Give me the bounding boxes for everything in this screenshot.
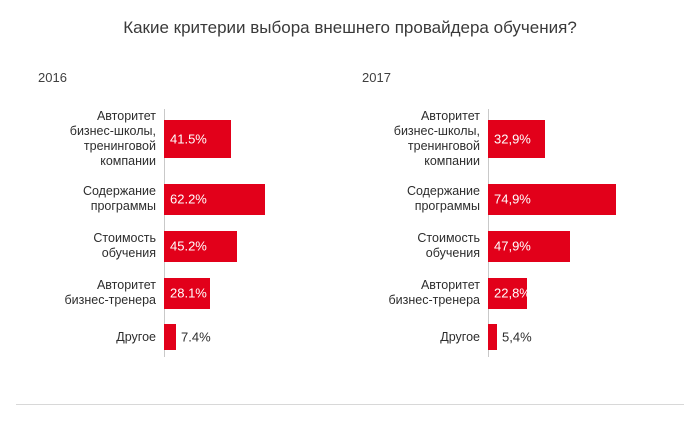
category-label-line: бизнес-школы, <box>69 124 156 138</box>
chart-panel-2016 <box>16 70 265 364</box>
category-label-line: программы <box>414 199 480 213</box>
bar-container <box>164 231 237 262</box>
table-row <box>16 109 265 169</box>
category-label <box>340 231 488 261</box>
table-row <box>340 276 616 310</box>
panel-year-label-2016: 2016 <box>38 70 67 85</box>
bar-value-label: 62.2% <box>170 191 207 207</box>
bar-container <box>164 324 211 350</box>
category-label-line: Авторитет <box>96 109 156 123</box>
bar-value-label: 28.1% <box>170 285 207 301</box>
bar-value-label: 7.4% <box>181 329 211 345</box>
category-label <box>340 109 488 169</box>
bar-container <box>488 231 570 262</box>
category-label-line: тренинговой <box>407 139 480 153</box>
bar-container <box>488 278 531 309</box>
table-row <box>340 182 616 216</box>
category-label <box>16 278 164 308</box>
category-label <box>340 330 488 345</box>
table-row <box>340 109 616 169</box>
bar[interactable] <box>488 324 497 350</box>
category-label <box>16 184 164 214</box>
category-label-line: бизнес-школы, <box>393 124 480 138</box>
table-row <box>16 182 265 216</box>
bar-value-label: 41.5% <box>170 131 207 147</box>
bar-value-label: 32,9% <box>494 131 531 147</box>
chart-panel-2017 <box>340 70 616 364</box>
category-label-line: Стоимость <box>93 231 156 245</box>
bar-container <box>488 324 532 350</box>
category-label-line: Содержание <box>406 184 480 198</box>
table-row <box>340 323 616 351</box>
bar-container <box>164 120 231 158</box>
category-label-line: компании <box>424 154 480 168</box>
category-label <box>340 184 488 214</box>
table-row <box>340 229 616 263</box>
bar-container <box>164 184 265 215</box>
table-row <box>16 323 265 351</box>
bar-value-label: 74,9% <box>494 191 531 207</box>
bar-value-label: 47,9% <box>494 238 531 254</box>
bar-container <box>164 278 210 309</box>
category-label <box>340 278 488 308</box>
panel-year-label-2017: 2017 <box>362 70 391 85</box>
category-label-line: компании <box>100 154 156 168</box>
category-label-line: Другое <box>116 329 156 344</box>
category-label-line: бизнес-тренера <box>388 293 480 307</box>
category-label-line: Стоимость <box>417 231 480 245</box>
bar-rows-2016 <box>16 109 265 351</box>
category-label-line: обучения <box>425 246 480 260</box>
category-label <box>16 231 164 261</box>
category-label-line: обучения <box>101 246 156 260</box>
category-label-line: программы <box>90 199 156 213</box>
category-label-line: Авторитет <box>96 278 156 292</box>
table-row <box>16 229 265 263</box>
bar-rows-2017 <box>340 109 616 351</box>
bar-value-label: 22,8% <box>494 285 531 301</box>
page-title: Какие критерии выбора внешнего провайдера обучения? <box>123 18 577 37</box>
category-label <box>16 330 164 345</box>
bar-value-label: 45.2% <box>170 238 207 254</box>
category-label <box>16 109 164 169</box>
category-label-line: тренинговой <box>83 139 156 153</box>
category-label-line: Содержание <box>82 184 156 198</box>
category-label-line: Другое <box>440 329 480 344</box>
bar-value-label: 5,4% <box>502 329 532 345</box>
bar-container <box>488 184 616 215</box>
category-label-line: бизнес-тренера <box>64 293 156 307</box>
bar[interactable] <box>164 324 176 350</box>
category-label-line: Авторитет <box>420 278 480 292</box>
table-row <box>16 276 265 310</box>
bar-container <box>488 120 545 158</box>
bottom-divider <box>16 404 684 405</box>
category-label-line: Авторитет <box>420 109 480 123</box>
